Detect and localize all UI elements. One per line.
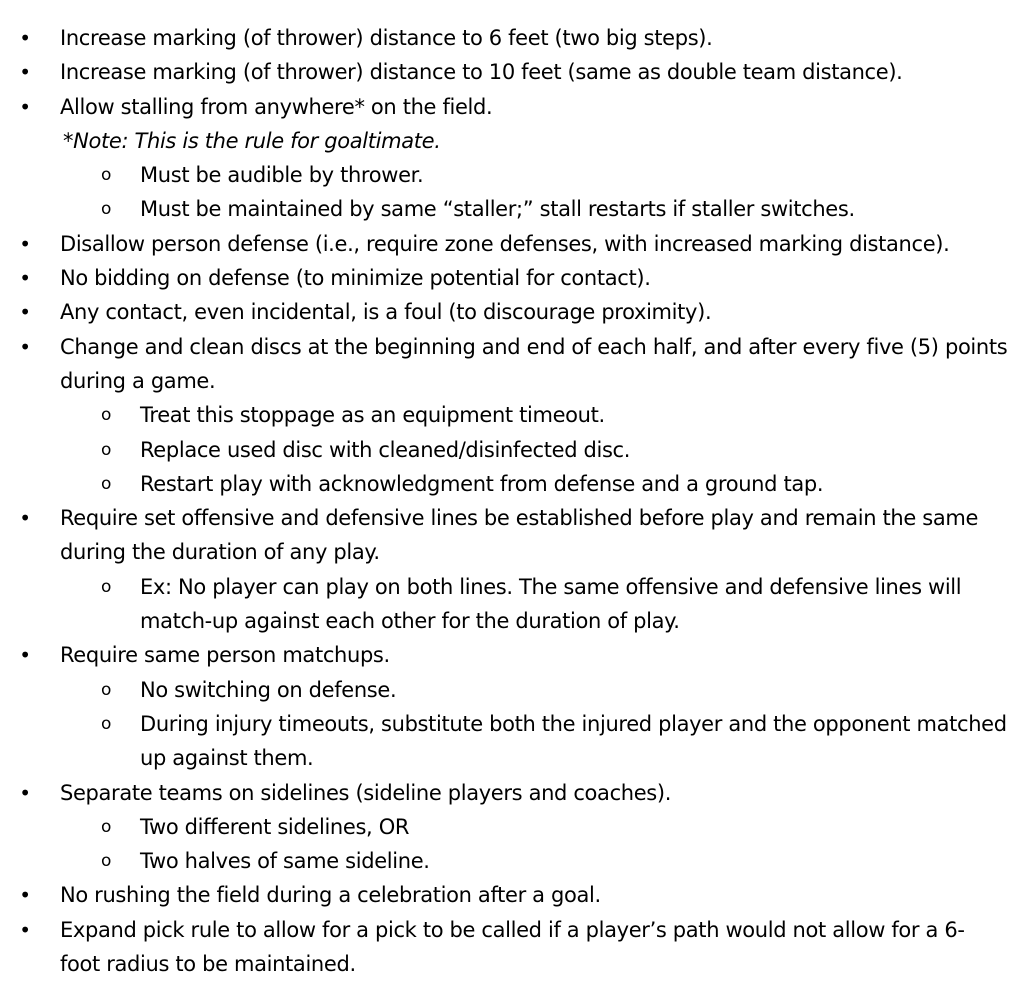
list-item	[0, 330, 1024, 364]
list-item-text: Expand pick rule to allow for a pick to be called if a player’s path would not allow for a 6-	[60, 917, 965, 942]
sub-list-item-text: Ex: No player can play on both lines. The same offensive and defensive lines will	[140, 574, 962, 599]
list-item-text: Require same person matchups.	[60, 643, 390, 668]
sub-list-item-text: Two halves of same sideline.	[140, 849, 430, 874]
list-item	[0, 638, 1024, 672]
sub-list-item	[0, 844, 1024, 878]
list-item	[0, 776, 1024, 810]
bullet-disc: •	[19, 300, 31, 325]
list-item	[0, 90, 1024, 124]
list-item	[0, 227, 1024, 261]
list-item-continuation	[0, 947, 1024, 981]
bullet-disc: •	[19, 60, 31, 85]
list-item-text: during the duration of any play.	[60, 540, 380, 565]
list-item-text: Disallow person defense (i.e., require zone defenses, with increased marking distance).	[60, 231, 950, 256]
list-item-text: Increase marking (of thrower) distance to 10 feet (same as double team distance).	[60, 60, 903, 85]
sub-list-item-text: No switching on defense.	[140, 677, 397, 702]
note-line	[0, 124, 1024, 158]
bullet-circle: o	[100, 576, 112, 597]
bullet-disc: •	[19, 94, 31, 119]
bullet-disc: •	[19, 780, 31, 805]
sub-list-item-text: Replace used disc with cleaned/disinfected disc.	[140, 437, 631, 462]
sub-list-item-text: Restart play with acknowledgment from defense and a ground tap.	[140, 471, 824, 496]
sub-list-item-text: Treat this stoppage as an equipment timeout.	[140, 403, 605, 428]
sub-list-item-text: Must be maintained by same “staller;” stall restarts if staller switches.	[140, 197, 855, 222]
bullet-disc: •	[19, 26, 31, 50]
bullet-disc: •	[19, 883, 31, 908]
sub-list-item	[0, 433, 1024, 467]
list-item	[0, 878, 1024, 912]
sub-list-item	[0, 192, 1024, 226]
list-item-continuation	[0, 364, 1024, 398]
list-item-text: Separate teams on sidelines (sideline players and coaches).	[60, 780, 672, 805]
list-item-continuation	[0, 535, 1024, 569]
bullet-circle: o	[100, 439, 112, 460]
sub-list-item-text: During injury timeouts, substitute both the injured player and the opponent matched	[140, 711, 1007, 736]
sub-list-item	[0, 810, 1024, 844]
list-item	[0, 21, 1024, 55]
bullet-circle: o	[100, 851, 112, 872]
sub-list-item-text: up against them.	[140, 746, 314, 771]
note-text: *Note: This is the rule for goaltimate.	[63, 128, 441, 153]
list-item-text: Change and clean discs at the beginning and end of each half, and after every five (5) points	[60, 334, 1008, 359]
sub-list-item	[0, 570, 1024, 604]
bullet-disc: •	[19, 917, 31, 942]
list-item-text: Require set offensive and defensive lines be established before play and remain the same	[60, 506, 979, 531]
list-item-text: during a game.	[60, 368, 216, 393]
sub-list-item-continuation	[0, 741, 1024, 775]
sub-list-item	[0, 707, 1024, 741]
bullet-circle: o	[100, 713, 112, 734]
sub-list-item	[0, 467, 1024, 501]
list-item-text: foot radius to be maintained.	[60, 952, 356, 977]
list-item	[0, 55, 1024, 89]
sub-list-item-text: Two different sidelines, OR	[140, 814, 410, 839]
bullet-circle: o	[100, 679, 112, 700]
list-item-text: Increase marking (of thrower) distance to 6 feet (two big steps).	[60, 26, 713, 50]
bullet-disc: •	[19, 506, 31, 531]
list-item	[0, 501, 1024, 535]
sub-list-item	[0, 158, 1024, 192]
list-item-text: No rushing the field during a celebration after a goal.	[60, 883, 601, 908]
bullet-circle: o	[100, 473, 112, 494]
sub-list-item	[0, 398, 1024, 432]
sub-list-item-text: Must be audible by thrower.	[140, 163, 424, 188]
bullet-disc: •	[19, 231, 31, 256]
sub-list-item	[0, 673, 1024, 707]
sub-list-item-continuation	[0, 604, 1024, 638]
list-item-text: Allow stalling from anywhere* on the field.	[60, 94, 493, 119]
bullet-circle: o	[100, 816, 112, 837]
bullet-disc: •	[19, 643, 31, 668]
list-item	[0, 295, 1024, 329]
bullet-circle: o	[100, 199, 112, 220]
bullet-disc: •	[19, 266, 31, 291]
sub-list-item-text: match-up against each other for the duration of play.	[140, 609, 680, 634]
list-item	[0, 913, 1024, 947]
list-item	[0, 261, 1024, 295]
bullet-disc: •	[19, 334, 31, 359]
list-item-text: No bidding on defense (to minimize potential for contact).	[60, 266, 651, 291]
list-item-text: Any contact, even incidental, is a foul (to discourage proximity).	[60, 300, 712, 325]
bullet-circle: o	[100, 165, 112, 186]
bullet-circle: o	[100, 405, 112, 426]
